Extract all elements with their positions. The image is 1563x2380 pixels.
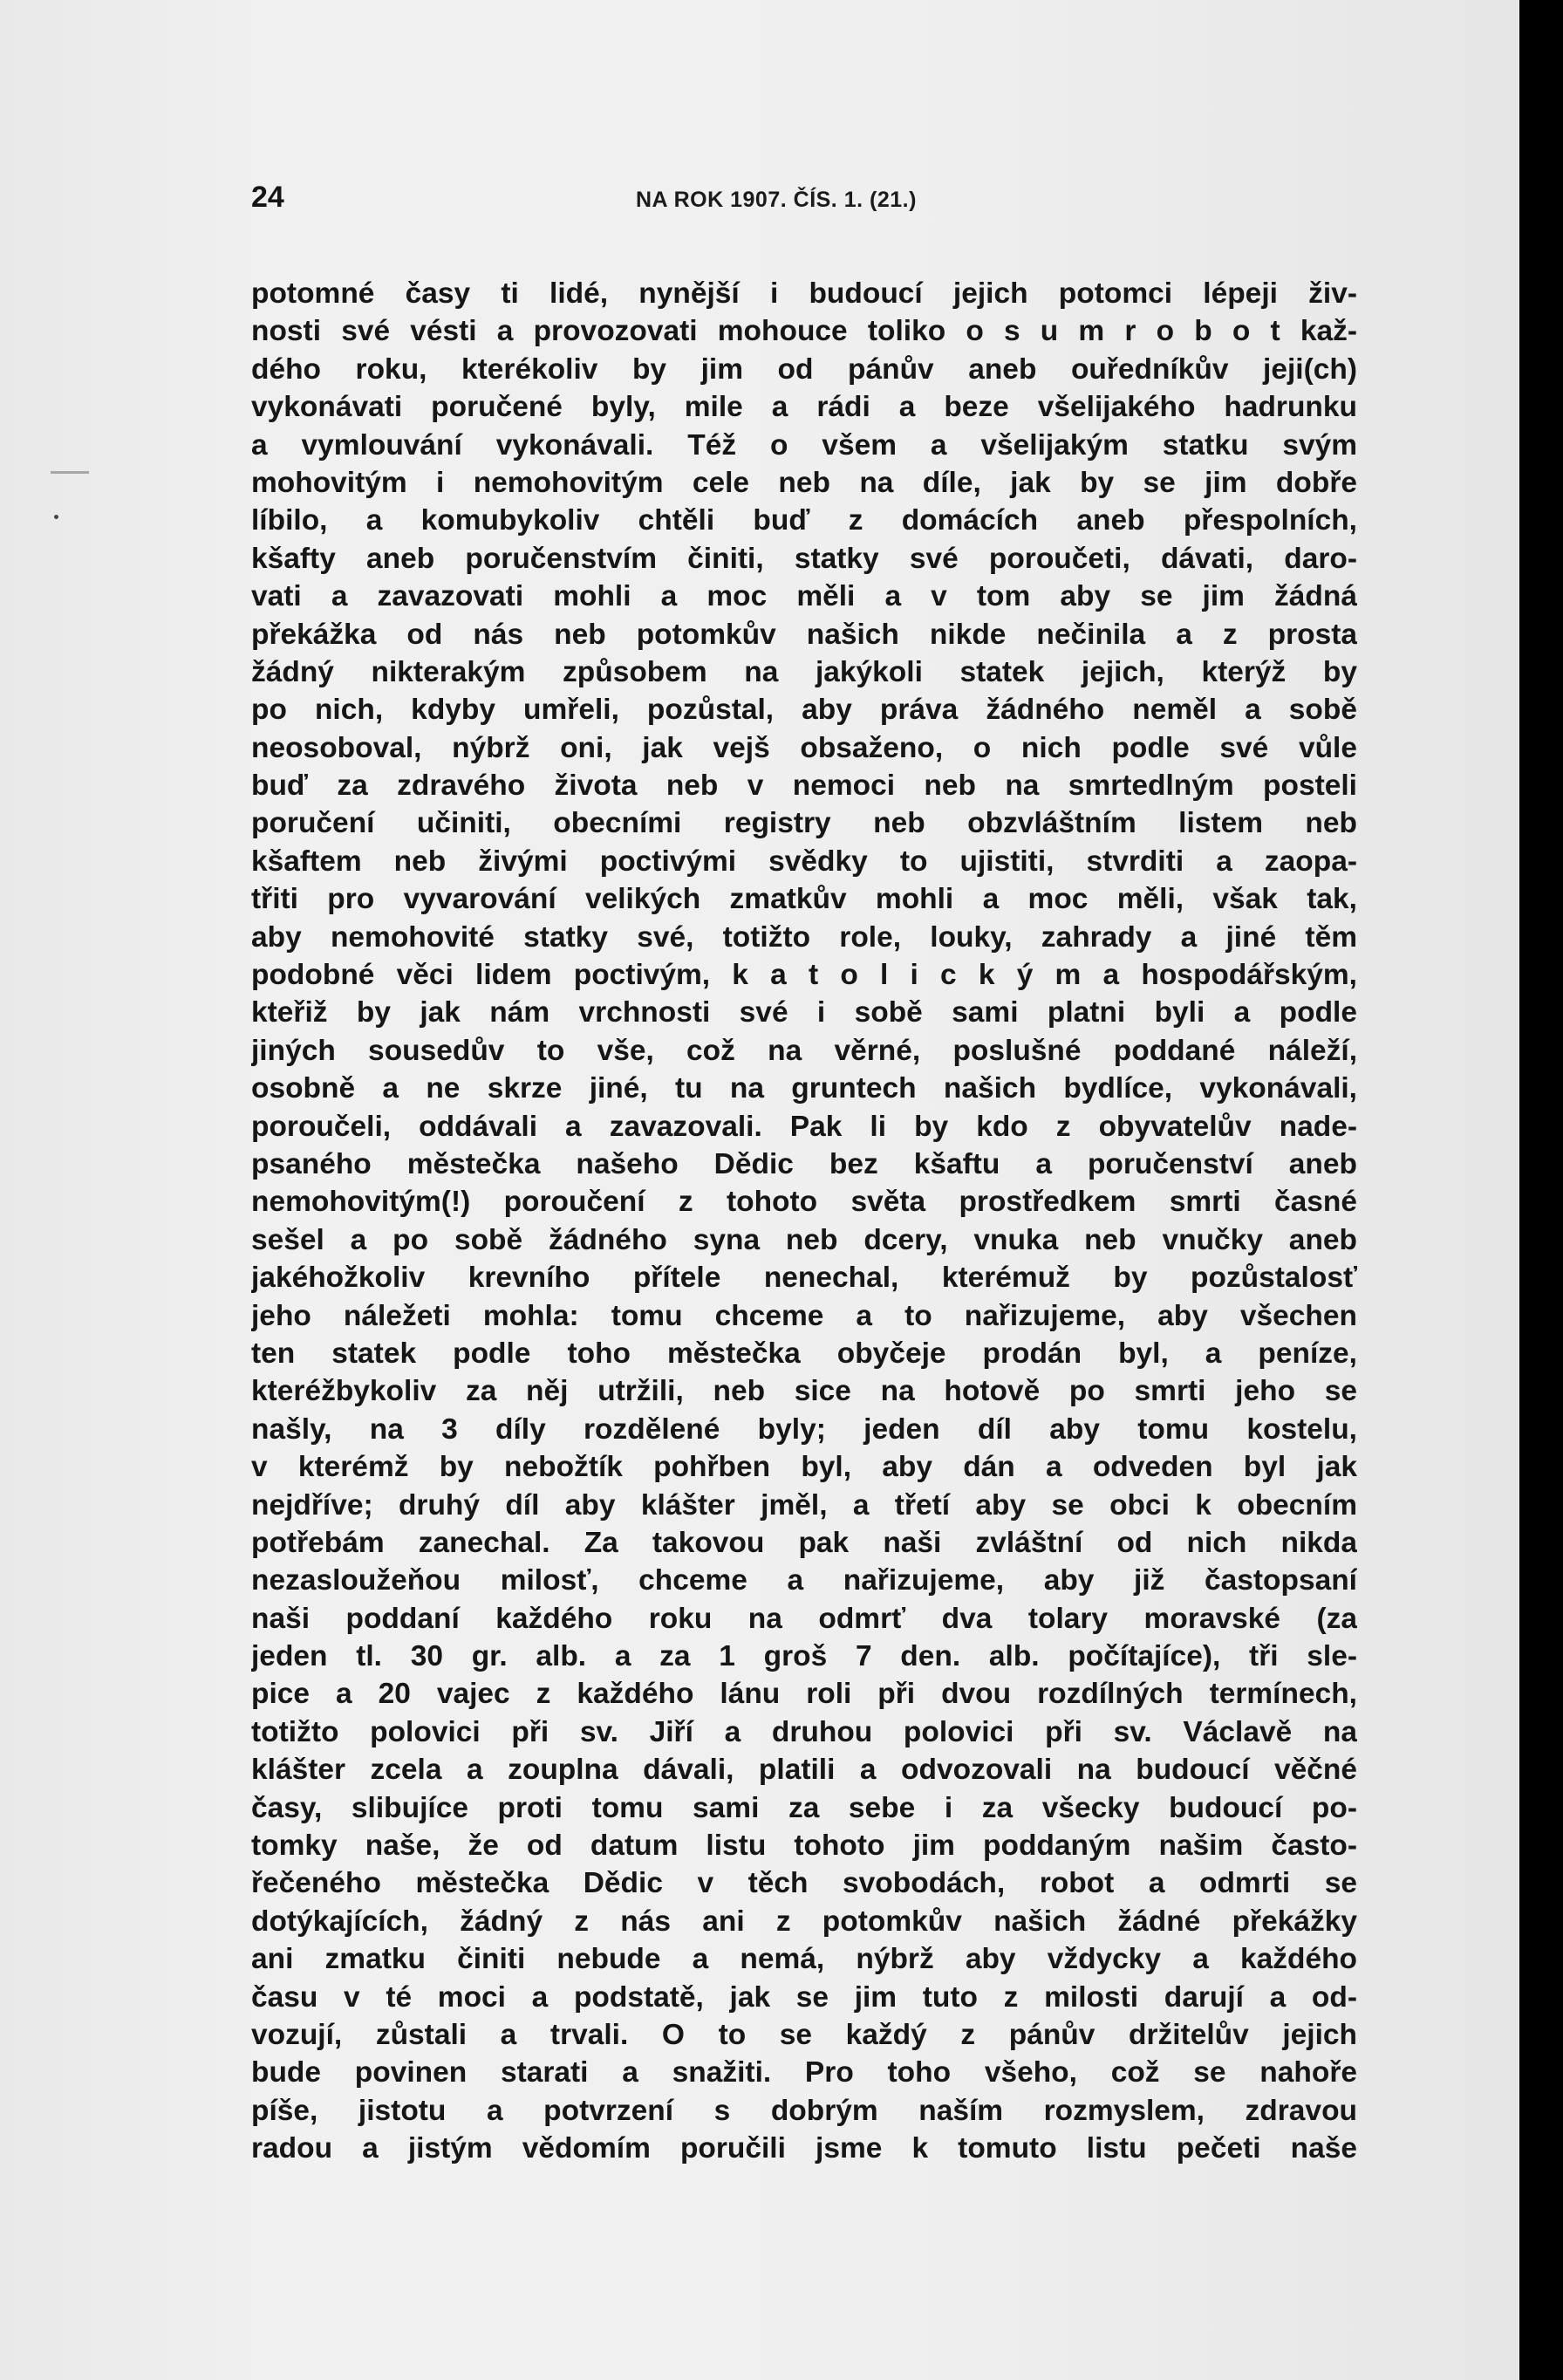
text-line: bude povinen starati a snažiti. Pro toho všeho, což se nahoře — [251, 2056, 1357, 2089]
text-line: líbilo, a komubykoliv chtěli buď z domácích aneb přespolních, — [251, 504, 1357, 537]
text-line: našly, na 3 díly rozdělené byly; jeden díl aby tomu kostelu, — [251, 1412, 1357, 1446]
text-line: dotýkajících, žádný z nás ani z potomkův našich žádné překážky — [251, 1905, 1357, 1938]
margin-mark — [51, 471, 89, 474]
text-line: jakéhožkoliv krevního přítele nenechal, kterémuž by pozůstalosť — [251, 1262, 1357, 1295]
text-line: potřebám zanechal. Za takovou pak naši zvláštní od nich nikda — [251, 1526, 1357, 1559]
text-line: tomky naše, že od datum listu tohoto jim poddaným našim často- — [251, 1829, 1357, 1863]
page-number: 24 — [251, 181, 284, 214]
text-line: poručení učiniti, obecními registry neb obzvláštním listem neb — [251, 807, 1357, 840]
text-line: kšafty aneb poručenstvím činiti, statky své poroučeti, dávati, daro- — [251, 542, 1357, 575]
text-line: ani zmatku činiti nebude a nemá, nýbrž aby vždycky a každého — [251, 1943, 1357, 1976]
text-line: vykonávati poručené byly, mile a rádi a beze všelijakého hadrunku — [251, 391, 1357, 424]
text-line: třiti pro vyvarování velikých zmatkův mohli a moc měli, však tak, — [251, 883, 1357, 916]
text-line: píše, jistotu a potvrzení s dobrým naším rozmyslem, zdravou — [251, 2094, 1357, 2127]
text-line: potomné časy ti lidé, nynější i budoucí jejich potomci lépeji živ- — [251, 277, 1357, 310]
text-line: pice a 20 vajec z každého lánu roli při dvou rozdílných termínech, — [251, 1678, 1357, 1711]
text-line: klášter zcela a zouplna dávali, platili a odvozovali na budoucí věčné — [251, 1754, 1357, 1787]
text-line: nosti své vésti a provozovati mohouce toliko o s u m r o b o t kaž- — [251, 315, 1357, 348]
text-line: vati a zavazovati mohli a moc měli a v tom aby se jim žádná — [251, 580, 1357, 613]
text-line: psaného městečka našeho Dědic bez kšaftu a poručenství aneb — [251, 1147, 1357, 1180]
text-line: vozují, zůstali a trvali. O to se každý z pánův držitelův jejich — [251, 2018, 1357, 2051]
text-line: totižto polovici při sv. Jiří a druhou polovici při sv. Václavě na — [251, 1715, 1357, 1748]
text-line: a vymlouvání vykonávali. Též o všem a všelijakým statku svým — [251, 428, 1357, 462]
page-header — [251, 181, 1357, 224]
text-line: nezasloužeňou milosť, chceme a nařizujeme, aby již častopsaní — [251, 1564, 1357, 1597]
text-line: jeho náležeti mohla: tomu chceme a to nařizujeme, aby všechen — [251, 1299, 1357, 1332]
text-line: času v té moci a podstatě, jak se jim tuto z milosti darují a od- — [251, 1980, 1357, 2014]
text-line: aby nemohovité statky své, totižto role, louky, zahrady a jiné těm — [251, 920, 1357, 954]
text-line: radou a jistým vědomím poručili jsme k tomuto listu pečeti naše — [251, 2132, 1357, 2165]
text-line: nemohovitým(!) poroučení z tohoto světa prostředkem smrti časné — [251, 1186, 1357, 1219]
text-line: dého roku, kterékoliv by jim od pánův aneb ouředníkův jeji(ch) — [251, 352, 1357, 386]
text-line: neosoboval, nýbrž oni, jak vejš obsaženo, o nich podle své vůle — [251, 731, 1357, 764]
running-head: NA ROK 1907. ČÍS. 1. (21.) — [636, 188, 917, 212]
margin-dot — [54, 515, 58, 519]
text-line: jiných sousedův to vše, což na věrné, poslušné poddané náleží, — [251, 1034, 1357, 1067]
text-line: naši poddaní každého roku na odmrť dva tolary moravské (za — [251, 1602, 1357, 1635]
text-line: kteřiž by jak nám vrchnosti své i sobě sami platni byli a podle — [251, 996, 1357, 1029]
text-line: jeden tl. 30 gr. alb. a za 1 groš 7 den. alb. počítajíce), tři sle- — [251, 1640, 1357, 1673]
text-line: překážka od nás neb potomkův našich nikde nečinila a z prosta — [251, 618, 1357, 651]
text-line: sešel a po sobě žádného syna neb dcery, vnuka neb vnučky aneb — [251, 1223, 1357, 1256]
text-line: kteréžbykoliv za něj utržili, neb sice na hotově po smrti jeho se — [251, 1375, 1357, 1408]
text-line: osobně a ne skrze jiné, tu na gruntech našich bydlíce, vykonávali, — [251, 1072, 1357, 1105]
text-line: mohovitým i nemohovitým cele neb na díle, jak by se jim dobře — [251, 466, 1357, 499]
text-line: v kterémž by nebožtík pohřben byl, aby dán a odveden byl jak — [251, 1451, 1357, 1484]
text-line: podobné věci lidem poctivým, k a t o l i c k ý m a hospodářským, — [251, 959, 1357, 992]
body-text — [251, 275, 1357, 2168]
text-line: řečeného městečka Dědic v těch svobodách, robot a odmrti se — [251, 1867, 1357, 1900]
text-line: žádný nikterakým způsobem na jakýkoli statek jejich, kterýž by — [251, 655, 1357, 688]
text-line: kšaftem neb živými poctivými svědky to ujistiti, stvrditi a zaopa- — [251, 845, 1357, 878]
text-line: ten statek podle toho městečka obyčeje prodán byl, a peníze, — [251, 1337, 1357, 1370]
text-line: buď za zdravého života neb v nemoci neb na smrtedlným posteli — [251, 769, 1357, 803]
text-line: nejdříve; druhý díl aby klášter jměl, a třetí aby se obci k obecním — [251, 1488, 1357, 1522]
text-line: poroučeli, oddávali a zavazovali. Pak li by kdo z obyvatelův nade- — [251, 1110, 1357, 1143]
text-line: po nich, kdyby umřeli, pozůstal, aby práva žádného neměl a sobě — [251, 694, 1357, 727]
text-line: časy, slibujíce proti tomu sami za sebe i za všecky budoucí po- — [251, 1791, 1357, 1824]
